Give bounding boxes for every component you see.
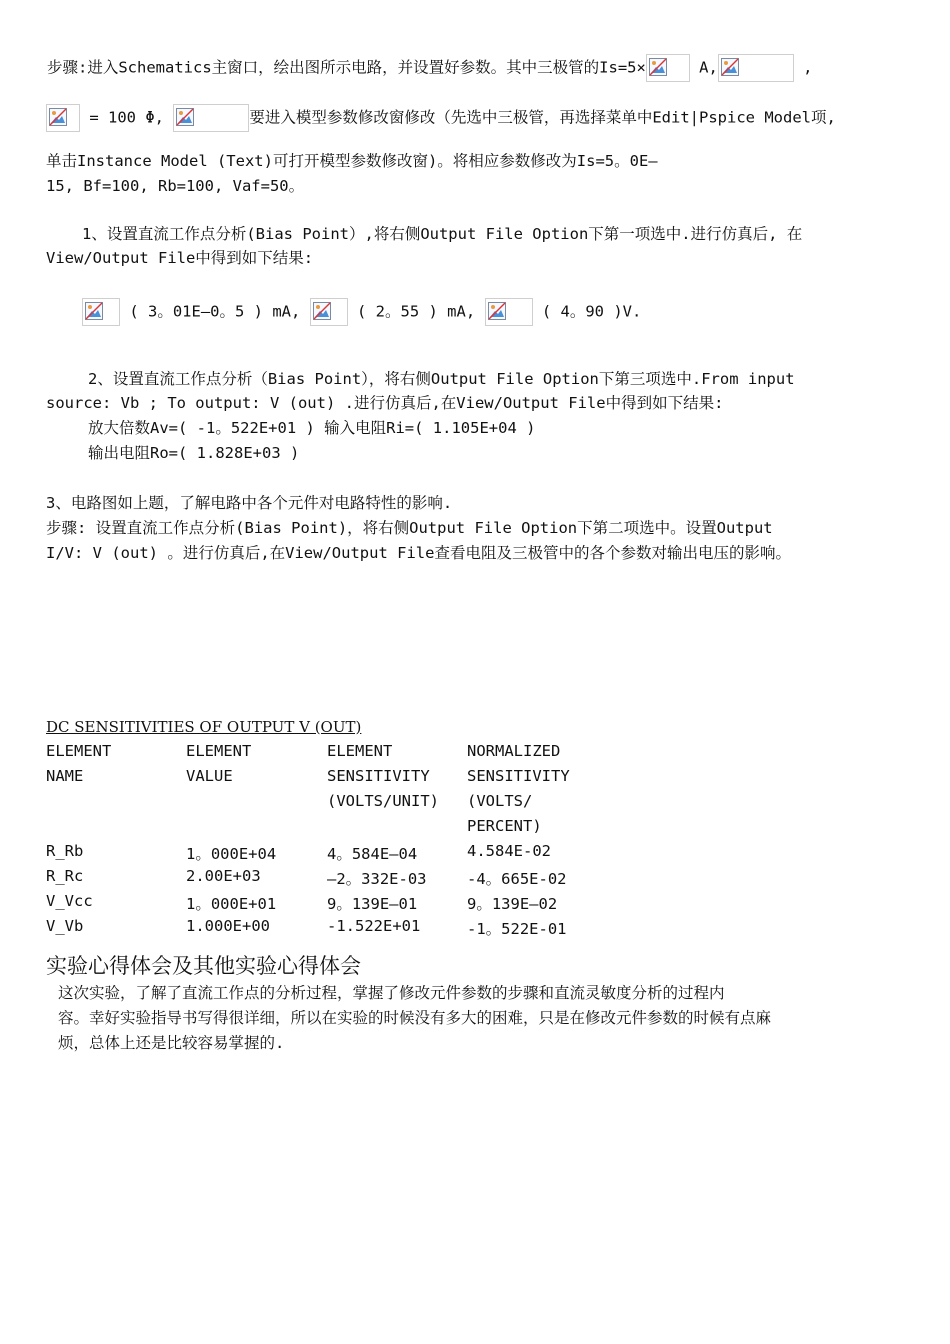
broken-image-icon xyxy=(718,54,794,82)
table-cell: V_Vb xyxy=(46,917,84,935)
broken-image-icon xyxy=(646,54,690,82)
summary-line3: 烦，总体上还是比较容易掌握的. xyxy=(58,1034,285,1052)
header-cell: (VOLTS/UNIT) xyxy=(327,792,439,810)
item2-line4: 输出电阻Ro=( 1.828E+03 ) xyxy=(88,444,300,462)
item1-line1: 1、设置直流工作点分析(Bias Point）,将右侧Output File Option下第一项选中.进行仿真后, 在 xyxy=(82,225,803,243)
para1-line3: 单击Instance Model (Text)可打开模型参数修改窗)。将相应参数修改为Is=5。0E— xyxy=(46,152,658,170)
table-cell: -4。665E-02 xyxy=(467,870,567,888)
table-cell: 2.00E+03 xyxy=(186,867,261,885)
header-cell: VALUE xyxy=(186,767,233,785)
broken-image-icon xyxy=(82,298,120,326)
broken-image-icon xyxy=(310,298,348,326)
item2-line3: 放大倍数Av=( -1。522E+01 ) 输入电阻Ri=( 1.105E+04 ) xyxy=(88,419,536,437)
para1-line1 xyxy=(47,54,813,82)
header-cell: NORMALIZED xyxy=(467,742,561,760)
table-cell: 4.584E-02 xyxy=(467,842,551,860)
result-ic: ( 2。55 ) mA, xyxy=(357,302,476,321)
header-cell: ELEMENT xyxy=(186,742,252,760)
result-vce: ( 4。90 )V. xyxy=(541,302,642,321)
broken-image-icon xyxy=(173,104,249,132)
table-cell: 9。139E—01 xyxy=(327,895,418,913)
table-cell: -1.522E+01 xyxy=(327,917,421,935)
para1-text-beta: = 100 Φ, xyxy=(89,108,164,127)
para1-text-model: 要进入模型参数修改窗修改（先选中三极管，再选择菜单中Edit|Pspice Model项, xyxy=(249,108,836,127)
item2-line1: 2、设置直流工作点分析（Bias Point），将右侧Output File Option下第三项选中.From input xyxy=(88,370,795,388)
table-cell: 9。139E—02 xyxy=(467,895,558,913)
para1-text-b: A, xyxy=(699,58,718,77)
summary-line1: 这次实验，了解了直流工作点的分析过程，掌握了修改元件参数的步骤和直流灵敏度分析的过程内 xyxy=(58,984,725,1002)
header-cell: SENSITIVITY xyxy=(327,767,430,785)
item3-line2: 步骤: 设置直流工作点分析(Bias Point)，将右侧Output File Option下第二项选中。设置Output xyxy=(46,519,773,537)
broken-image-icon xyxy=(485,298,533,326)
table-cell: R_Rc xyxy=(46,867,84,885)
header-cell: NAME xyxy=(46,767,84,785)
table-cell: R_Rb xyxy=(46,842,84,860)
header-cell: ELEMENT xyxy=(46,742,112,760)
table-cell: 1.000E+00 xyxy=(186,917,270,935)
header-cell: PERCENT) xyxy=(467,817,542,835)
item2-line2: source: Vb ; To output: V (out) .进行仿真后,在View/Output File中得到如下结果: xyxy=(46,394,724,412)
para1-line2 xyxy=(46,104,836,132)
table-cell: 4。584E—04 xyxy=(327,845,418,863)
table-cell: V_Vcc xyxy=(46,892,93,910)
para1-line4: 15, Bf=100, Rb=100, Vaf=50。 xyxy=(46,177,305,195)
table-title: DC SENSITIVITIES OF OUTPUT V (OUT) xyxy=(46,718,362,736)
item1-line2: View/Output File中得到如下结果: xyxy=(46,249,314,267)
item3-line3: I/V: V (out) 。进行仿真后,在View/Output File查看电阻及三极管中的各个参数对输出电压的影响。 xyxy=(46,544,791,562)
header-cell: ELEMENT xyxy=(327,742,393,760)
summary-line2: 容。幸好实验指导书写得很详细，所以在实验的时候没有多大的困难，只是在修改元件参数的时候有点麻 xyxy=(58,1009,772,1027)
header-cell: SENSITIVITY xyxy=(467,767,570,785)
table-cell: 1。000E+01 xyxy=(186,895,277,913)
item3-line1: 3、电路图如上题，了解电路中各个元件对电路特性的影响. xyxy=(46,494,453,512)
table-cell: 1。000E+04 xyxy=(186,845,277,863)
para1-text-c: , xyxy=(803,58,813,77)
result-ib: ( 3。01E—0。5 ) mA, xyxy=(129,302,301,321)
header-cell: (VOLTS/ xyxy=(467,792,533,810)
summary-heading: 实验心得体会及其他实验心得体会 xyxy=(46,954,361,978)
table-cell: —2。332E-03 xyxy=(327,870,427,888)
broken-image-icon xyxy=(46,104,80,132)
item1-results xyxy=(82,298,641,326)
para1-text-a: 步骤:进入Schematics主窗口，绘出图所示电路，并设置好参数。其中三极管的Is=5× xyxy=(47,58,646,77)
table-cell: -1。522E-01 xyxy=(467,920,567,938)
